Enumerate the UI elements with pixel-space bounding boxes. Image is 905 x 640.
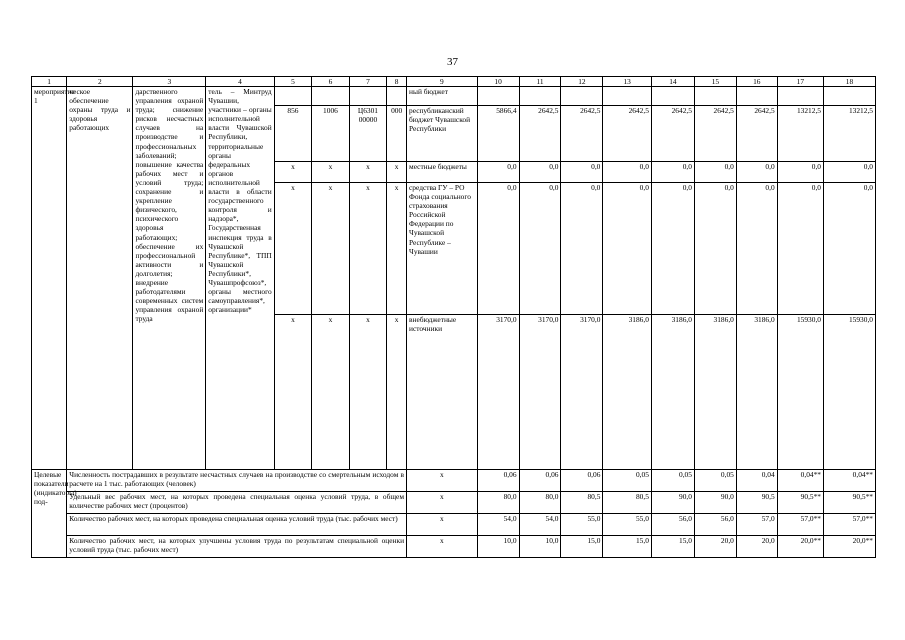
value-cell: 57,0**: [824, 514, 876, 536]
value-cell: 57,0: [736, 514, 777, 536]
value-cell: 56,0: [694, 514, 736, 536]
grbs-code: x: [274, 183, 312, 315]
value-cell: 90,5: [736, 492, 777, 514]
indicators-label: Целевые показатели (индикаторы) под-: [32, 470, 67, 558]
value-cell: 0,04**: [824, 470, 876, 492]
value-cell: 3186,0: [651, 315, 694, 470]
header-cell: 12: [561, 77, 603, 87]
value-cell: 0,0: [477, 183, 519, 315]
value-cell: 0,0: [736, 162, 777, 183]
value-cell: 2642,5: [694, 106, 736, 162]
header-cell: 9: [407, 77, 478, 87]
value-cell: [651, 87, 694, 106]
value-cell: 0,06: [477, 470, 519, 492]
expense-type-code: 000: [387, 106, 407, 162]
grbs-code: 856: [274, 106, 312, 162]
value-cell: [561, 87, 603, 106]
value-cell: 0,0: [694, 162, 736, 183]
value-cell: 0,06: [519, 470, 561, 492]
value-cell: 0,0: [824, 162, 876, 183]
value-cell: 0,0: [777, 162, 823, 183]
target-article-code: [349, 87, 387, 106]
value-cell: 0,05: [651, 470, 694, 492]
value-cell: 0,0: [561, 162, 603, 183]
section-code: x: [312, 162, 350, 183]
value-cell: 0,04**: [777, 470, 823, 492]
value-cell: 0,0: [477, 162, 519, 183]
value-cell: 3186,0: [694, 315, 736, 470]
indicator-row: [32, 536, 876, 558]
executors-cell: тель – Минтруд Чувашии, участники – органы исполнительной власти Чувашской Республики, территориальные органы федеральных органов исполнительной власти в области государственного контроля и надзора*, Государственная инспекция труда в Чувашской Республике*, ТПП Чувашской Республики*, Чувашпрофсоюз*, органы местного самоуправления*, организации*: [206, 87, 274, 470]
value-cell: [694, 87, 736, 106]
funding-source: ный бюджет: [407, 87, 478, 106]
value-cell: 80,0: [477, 492, 519, 514]
value-cell: 13212,5: [824, 106, 876, 162]
indicator-row: [32, 492, 876, 514]
header-cell: 13: [603, 77, 652, 87]
grbs-code: x: [274, 162, 312, 183]
header-cell: 17: [777, 77, 823, 87]
program-table: [31, 76, 876, 558]
value-cell: 54,0: [477, 514, 519, 536]
value-cell: 55,0: [603, 514, 652, 536]
target-article-code: x: [349, 183, 387, 315]
indicator-mark: x: [407, 470, 478, 492]
header-row: [32, 77, 876, 87]
value-cell: 2642,5: [561, 106, 603, 162]
header-cell: 5: [274, 77, 312, 87]
expense-type-code: x: [387, 162, 407, 183]
target-article-code: x: [349, 162, 387, 183]
indicator-mark: x: [407, 514, 478, 536]
value-cell: 15,0: [651, 536, 694, 558]
value-cell: 20,0**: [777, 536, 823, 558]
header-cell: 7: [349, 77, 387, 87]
grbs-code: [274, 87, 312, 106]
value-cell: 0,04: [736, 470, 777, 492]
value-cell: 0,0: [651, 183, 694, 315]
event-name-cell: ческое обеспечение охраны труда и здоровья работающих: [67, 87, 133, 470]
indicator-text: Удельный вес рабочих мест, на которых проведена специальная оценка условий труда, в общем количестве рабочих мест (процентов): [67, 492, 407, 514]
section-code: x: [312, 183, 350, 315]
value-cell: 3186,0: [603, 315, 652, 470]
value-cell: 0,0: [561, 183, 603, 315]
value-cell: 13212,5: [777, 106, 823, 162]
value-cell: 0,0: [519, 183, 561, 315]
value-cell: 2642,5: [519, 106, 561, 162]
grbs-code: x: [274, 315, 312, 470]
indicator-text: Численность пострадавших в результате несчастных случаев на производстве со смертельным исходом в расчете на 1 тыс. работающих (человек): [67, 470, 407, 492]
value-cell: 3170,0: [561, 315, 603, 470]
value-cell: 54,0: [519, 514, 561, 536]
value-cell: 10,0: [477, 536, 519, 558]
value-cell: 5866,4: [477, 106, 519, 162]
value-cell: 0,06: [561, 470, 603, 492]
value-cell: 80,5: [561, 492, 603, 514]
indicator-text: Количество рабочих мест, на которых проведена специальная оценка условий труда (тыс. рабочих мест): [67, 514, 407, 536]
value-cell: 0,0: [694, 183, 736, 315]
value-cell: 0,05: [603, 470, 652, 492]
value-cell: 0,0: [736, 183, 777, 315]
header-cell: 11: [519, 77, 561, 87]
value-cell: 2642,5: [651, 106, 694, 162]
value-cell: 20,0: [736, 536, 777, 558]
value-cell: 20,0**: [824, 536, 876, 558]
value-cell: 3186,0: [736, 315, 777, 470]
value-cell: 0,0: [824, 183, 876, 315]
value-cell: 0,0: [603, 183, 652, 315]
header-cell: 1: [32, 77, 67, 87]
value-cell: 90,0: [651, 492, 694, 514]
value-cell: 3170,0: [477, 315, 519, 470]
header-cell: 4: [206, 77, 274, 87]
section-code: 1006: [312, 106, 350, 162]
value-cell: 0,0: [519, 162, 561, 183]
value-cell: 0,05: [694, 470, 736, 492]
indicator-mark: x: [407, 536, 478, 558]
value-cell: 10,0: [519, 536, 561, 558]
value-cell: 56,0: [651, 514, 694, 536]
expense-type-code: [387, 87, 407, 106]
value-cell: 90,5**: [824, 492, 876, 514]
target-article-code: Ц6301 00000: [349, 106, 387, 162]
indicator-row: [32, 514, 876, 536]
value-cell: 0,0: [603, 162, 652, 183]
header-cell: 16: [736, 77, 777, 87]
event-goals-cell: дарственного управления охраной труда; снижение рисков несчастных случаев на производстве и профессиональных заболеваний; повышение качества рабочих мест и условий труда; сохранение и укрепление физического, психического здоровья работающих; обеспечение их профессиональной активности и долголетия; внедрение работодателями современных систем управления охраной труда: [133, 87, 206, 470]
value-cell: [519, 87, 561, 106]
value-cell: [777, 87, 823, 106]
value-cell: 2642,5: [603, 106, 652, 162]
value-cell: [824, 87, 876, 106]
indicator-row: [32, 470, 876, 492]
header-cell: 14: [651, 77, 694, 87]
value-cell: 0,0: [651, 162, 694, 183]
value-cell: 15930,0: [824, 315, 876, 470]
value-cell: 2642,5: [736, 106, 777, 162]
header-cell: 10: [477, 77, 519, 87]
value-cell: 0,0: [777, 183, 823, 315]
expense-type-code: x: [387, 183, 407, 315]
header-cell: 2: [67, 77, 133, 87]
section-code: [312, 87, 350, 106]
header-cell: 8: [387, 77, 407, 87]
value-cell: 20,0: [694, 536, 736, 558]
funding-row: [32, 87, 876, 106]
value-cell: 15,0: [603, 536, 652, 558]
value-cell: 80,0: [519, 492, 561, 514]
funding-source: местные бюджеты: [407, 162, 478, 183]
indicator-mark: x: [407, 492, 478, 514]
value-cell: 15,0: [561, 536, 603, 558]
expense-type-code: x: [387, 315, 407, 470]
value-cell: 57,0**: [777, 514, 823, 536]
value-cell: [603, 87, 652, 106]
funding-source: республиканский бюджет Чувашской Республики: [407, 106, 478, 162]
header-cell: 6: [312, 77, 350, 87]
value-cell: [477, 87, 519, 106]
value-cell: 90,0: [694, 492, 736, 514]
value-cell: 55,0: [561, 514, 603, 536]
page-number: 37: [447, 56, 458, 68]
header-cell: 18: [824, 77, 876, 87]
section-code: x: [312, 315, 350, 470]
value-cell: 90,5**: [777, 492, 823, 514]
header-cell: 15: [694, 77, 736, 87]
header-cell: 3: [133, 77, 206, 87]
funding-source: средства ГУ – РО Фонда социального страхования Российской Федерации по Чувашской Республике – Чувашии: [407, 183, 478, 315]
value-cell: 15930,0: [777, 315, 823, 470]
value-cell: [736, 87, 777, 106]
indicator-text: Количество рабочих мест, на которых улучшены условия труда по результатам специальной оценки условий труда (тыс. рабочих мест): [67, 536, 407, 558]
event-number-cell: мероприятие 1: [32, 87, 67, 470]
value-cell: 80,5: [603, 492, 652, 514]
value-cell: 3170,0: [519, 315, 561, 470]
target-article-code: x: [349, 315, 387, 470]
funding-source: внебюджетные источники: [407, 315, 478, 470]
